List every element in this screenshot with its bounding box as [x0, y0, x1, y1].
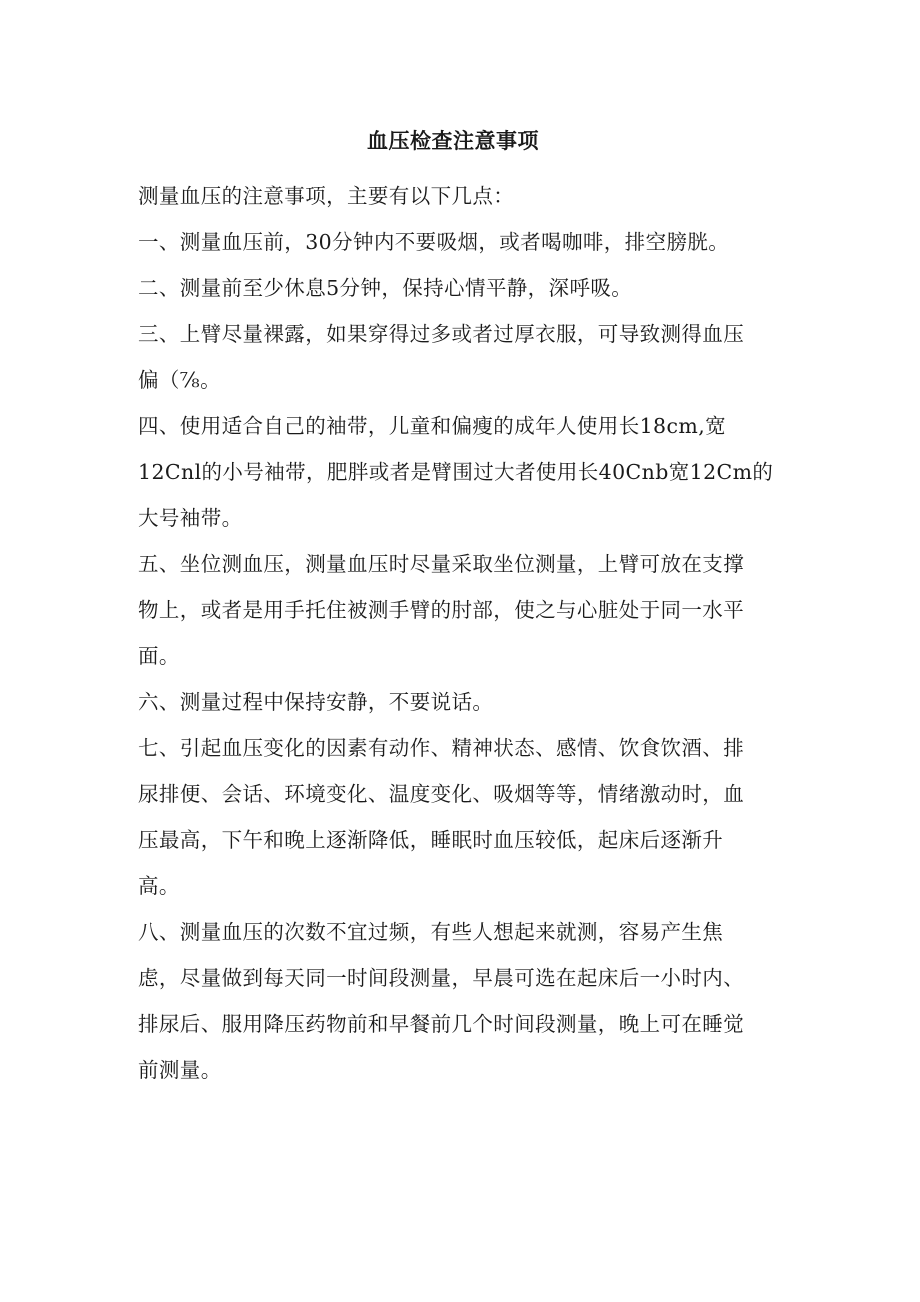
note-paragraph-7 — [138, 725, 778, 909]
text-line: 物上，或者是用手托住被测手臂的肘部，使之与心脏处于同一水平 — [138, 598, 745, 622]
text-line: 面。 — [138, 644, 180, 668]
text-line: 二、测量前至少休息5分钟，保持心情平静，深呼吸。 — [138, 276, 633, 300]
text-line: 七、引起血压变化的因素有动作、精神状态、感情、饮食饮酒、排 — [138, 736, 745, 760]
text-line: 测量血压的注意事项，主要有以下几点： — [138, 184, 515, 208]
text-line: 六、测量过程中保持安静，不要说话。 — [138, 690, 494, 714]
text-line: 三、上臂尽量裸露，如果穿得过多或者过厚衣服，可导致测得血压 — [138, 322, 745, 346]
text-line: 虑，尽量做到每天同一时间段测量，早晨可选在起床后一小时内、 — [138, 966, 745, 990]
note-paragraph-2 — [138, 265, 778, 311]
text-line: 排尿后、服用降压药物前和早餐前几个时间段测量，晚上可在睡觉 — [138, 1012, 745, 1036]
text-line: 一、测量血压前，30分钟内不要吸烟，或者喝咖啡，排空膀胱。 — [138, 230, 730, 254]
note-paragraph-1 — [138, 219, 778, 265]
text-line: 四、使用适合自己的袖带，儿童和偏瘦的成年人使用长18cm,宽 — [138, 414, 727, 438]
document-title: 血压检查注意事项 — [367, 128, 539, 153]
note-paragraph-6 — [138, 679, 778, 725]
notes-list — [138, 219, 778, 1093]
note-paragraph-5 — [138, 541, 778, 679]
note-paragraph-4 — [138, 403, 778, 541]
text-line: 五、坐位测血压，测量血压时尽量采取坐位测量，上臂可放在支撑 — [138, 552, 745, 576]
text-line: 偏（⅞。 — [138, 368, 221, 392]
text-line: 大号袖带。 — [138, 506, 243, 530]
text-line: 压最高，下午和晚上逐渐降低，睡眠时血压较低，起床后逐渐升 — [138, 828, 724, 852]
text-line: 尿排便、会话、环境变化、温度变化、吸烟等等，情绪激动时，血 — [138, 782, 745, 806]
intro-paragraph — [138, 173, 778, 219]
text-line: 八、测量血压的次数不宜过频，有些人想起来就测，容易产生焦 — [138, 920, 724, 944]
text-line: 前测量。 — [138, 1058, 222, 1082]
document-body — [138, 173, 778, 1093]
text-line: 12Cnl的小号袖带，肥胖或者是臂围过大者使用长40Cnb宽12Cm的 — [138, 460, 774, 484]
text-line: 高。 — [138, 874, 180, 898]
note-paragraph-3 — [138, 311, 778, 403]
note-paragraph-8 — [138, 909, 778, 1093]
